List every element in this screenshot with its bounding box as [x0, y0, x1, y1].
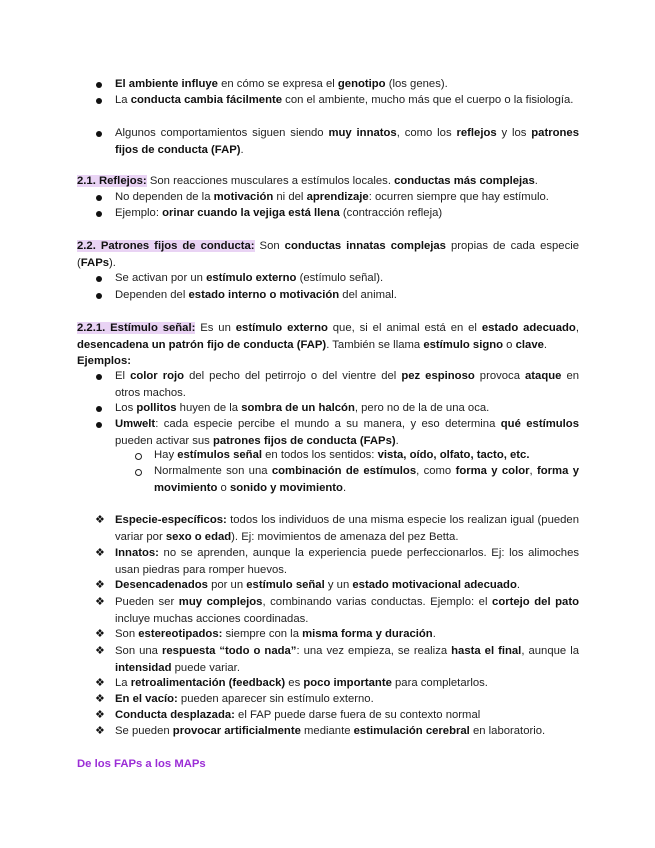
reflejos-heading: 2.1. Reflejos:: [77, 175, 147, 187]
bullet-dot-icon: [96, 195, 102, 201]
intro-bullet-1: El ambiente influye en cómo se expresa el genotipo (los genes).: [115, 78, 448, 90]
diamond-bullet-icon: ❖: [95, 514, 105, 526]
estimulo-heading: 2.2.1. Estímulo señal:: [77, 322, 196, 334]
sub-bullet-circle-icon: [135, 453, 142, 460]
bullet-dot-icon: [96, 422, 102, 428]
estimulo-sub-bullet-2: Normalmente son una combinación de estímulos, como forma y color, forma y movimiento o sonido y movimiento.: [154, 465, 579, 494]
estimulo-bullet-1: El color rojo del pecho del petirrojo o del vientre del pez espinoso provoca ataque en otros machos.: [115, 370, 580, 399]
bullet-dot-icon: [96, 211, 102, 217]
feature-item: Especie-específicos: todos los individuos de una misma especie los realizan igual (pueden variar por sexo o edad). Ej: movimientos de amenaza del pez Betta.: [115, 514, 579, 543]
diamond-bullet-icon: ❖: [95, 547, 105, 559]
bullet-dot-icon: [96, 131, 102, 137]
estimulo-bullet-2: Los pollitos huyen de la sombra de un halcón, pero no de la de una oca.: [115, 402, 490, 414]
feature-item: Pueden ser muy complejos, combinando varias conductas. Ejemplo: el cortejo del pato incluye muchas acciones coordinadas.: [115, 596, 580, 625]
patrones-bullet-1: Se activan por un estímulo externo (estímulo señal).: [115, 272, 384, 284]
estimulo-paragraph: 2.2.1. Estímulo señal: Es un estímulo externo que, si el animal está en el estado adecuado, desencadena un patrón fijo de conducta (FAP). También se llama estímulo signo o clave. Ejemplos:: [77, 322, 579, 367]
feature-item: Conducta desplazada: el FAP puede darse fuera de su contexto normal: [115, 709, 481, 721]
feature-item: La retroalimentación (feedback) es poco importante para completarlos.: [115, 677, 488, 689]
diamond-bullet-icon: ❖: [95, 725, 105, 737]
diamond-bullet-icon: ❖: [95, 645, 105, 657]
estimulo-sub-bullet-1: Hay estímulos señal en todos los sentidos: vista, oído, olfato, tacto, etc.: [154, 449, 530, 461]
feature-item: Desencadenados por un estímulo señal y un estado motivacional adecuado.: [115, 579, 520, 591]
diamond-bullet-icon: ❖: [95, 579, 105, 591]
intro-bullet-2: La conducta cambia fácilmente con el ambiente, mucho más que el cuerpo o la fisiología.: [115, 94, 574, 106]
sub-bullet-circle-icon: [135, 469, 142, 476]
diamond-bullet-icon: ❖: [95, 677, 105, 689]
reflejos-bullet-1: No dependen de la motivación ni del aprendizaje: ocurren siempre que hay estímulo.: [115, 191, 549, 203]
bullet-dot-icon: [96, 293, 102, 299]
diamond-bullet-icon: ❖: [95, 596, 105, 608]
bullet-dot-icon: [96, 98, 102, 104]
estimulo-bullet-3: Umwelt: cada especie percibe el mundo a su manera, y eso determina qué estímulos pueden activar sus patrones fijos de conducta (FAPs).: [115, 418, 579, 447]
bullet-dot-icon: [96, 82, 102, 88]
bullet-dot-icon: [96, 374, 102, 380]
patrones-paragraph: 2.2. Patrones fijos de conducta: Son conductas innatas complejas propias de cada especie (FAPs).: [77, 240, 580, 269]
feature-item: Son una respuesta “todo o nada”: una vez empieza, se realiza hasta el final, aunque la intensidad puede variar.: [115, 645, 579, 674]
feature-item: En el vacío: pueden aparecer sin estímulo externo.: [115, 693, 374, 705]
diamond-bullet-icon: ❖: [95, 693, 105, 705]
feature-item: Se pueden provocar artificialmente mediante estimulación cerebral en laboratorio.: [115, 725, 546, 737]
intro-bullet-3: Algunos comportamientos siguen siendo muy innatos, como los reflejos y los patrones fijos de conducta (FAP).: [115, 127, 579, 156]
reflejos-bullet-2: Ejemplo: orinar cuando la vejiga está llena (contracción refleja): [115, 207, 443, 219]
feature-item: Innatos: no se aprenden, aunque la experiencia puede perfeccionarlos. Ej: los alimoches usan piedras para romper huevos.: [115, 547, 579, 576]
feature-item: Son estereotipados: siempre con la misma forma y duración.: [115, 628, 436, 640]
reflejos-paragraph: 2.1. Reflejos: Son reacciones musculares a estímulos locales. conductas más complejas.: [77, 175, 538, 187]
bullet-dot-icon: [96, 406, 102, 412]
patrones-bullet-2: Dependen del estado interno o motivación del animal.: [115, 289, 397, 301]
diamond-bullet-icon: ❖: [95, 628, 105, 640]
ejemplos-label: Ejemplos:: [77, 355, 131, 367]
diamond-bullet-icon: ❖: [95, 709, 105, 721]
bullet-dot-icon: [96, 276, 102, 282]
patrones-heading: 2.2. Patrones fijos de conducta:: [77, 240, 255, 252]
section-heading-faps-maps[interactable]: De los FAPs a los MAPs: [77, 758, 206, 770]
